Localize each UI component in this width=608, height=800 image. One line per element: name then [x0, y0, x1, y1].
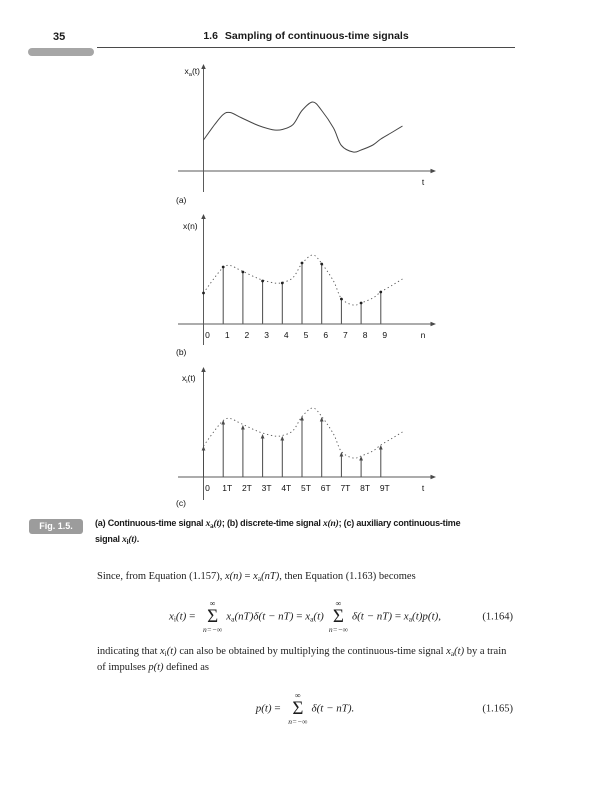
svg-text:2: 2	[244, 330, 250, 340]
svg-text:2T: 2T	[241, 483, 252, 493]
svg-text:0: 0	[205, 483, 210, 493]
svg-text:0: 0	[205, 330, 210, 340]
summation-symbol: ∞ Σ n=−∞	[288, 690, 308, 726]
plot-c-ylabel: $x_i(t)$	[182, 373, 196, 385]
equation-165-expression: p(t) = ∞ Σ n=−∞ δ(t − nT).	[255, 690, 355, 726]
svg-text:7: 7	[343, 330, 348, 340]
svg-text:6T: 6T	[320, 483, 331, 493]
margin-tab-bar	[28, 48, 94, 56]
equation-165-number: (1.165)	[482, 703, 513, 715]
svg-text:8: 8	[362, 330, 368, 340]
svg-text:6: 6	[323, 330, 329, 340]
svg-text:t: t	[421, 483, 425, 493]
svg-text:9T: 9T	[379, 483, 390, 493]
plot-b-subcaption: (b)	[176, 347, 187, 357]
running-head	[97, 30, 515, 42]
figure-plot-b	[178, 214, 436, 345]
equation-164-expression: xi(t) = ∞ Σ n=−∞ xa(nT)δ(t − nT) = xa(t) ∞ Σ n=−∞ δ(t − nT) = xa(t)p(t),	[168, 598, 442, 634]
summation-symbol: ∞ Σ n=−∞	[203, 598, 223, 634]
svg-text:1T: 1T	[222, 483, 233, 493]
figure-badge: Fig. 1.5.	[29, 519, 83, 534]
plot-c-subcaption: (c)	[176, 498, 186, 508]
svg-text:1: 1	[224, 330, 230, 340]
svg-text:9: 9	[382, 330, 388, 340]
svg-text:5: 5	[303, 330, 309, 340]
svg-text:3: 3	[264, 330, 269, 340]
figure-caption: (a) Continuous-time signal xa(t); (b) discrete-time signal x(n); (c) auxiliary continuous-time signal xi(t).	[95, 518, 461, 546]
paragraph-1: Since, from Equation (1.157), x(n) = xa(nT), then Equation (1.163) becomes	[97, 571, 416, 583]
svg-text:4T: 4T	[281, 483, 292, 493]
figure-plot-a	[178, 64, 436, 192]
svg-text:8T: 8T	[360, 483, 371, 493]
equation-164-number: (1.164)	[482, 611, 513, 623]
equation-165	[97, 688, 513, 730]
svg-text:t: t	[421, 177, 425, 187]
svg-text:3T: 3T	[261, 483, 272, 493]
plot-a-ylabel: $x_a(t)$	[184, 66, 200, 78]
summation-symbol: ∞ Σ n=−∞	[328, 598, 349, 634]
section-title: Sampling of continuous-time signals	[224, 30, 409, 42]
svg-text:7T: 7T	[340, 483, 351, 493]
page-number: 35	[53, 31, 66, 43]
svg-text:5T: 5T	[301, 483, 311, 493]
svg-text:4: 4	[283, 330, 289, 340]
header-rule	[97, 47, 515, 48]
section-number: 1.6	[203, 30, 218, 42]
svg-text:n: n	[420, 330, 426, 340]
plot-a-subcaption: (a)	[176, 195, 187, 205]
equation-164	[97, 592, 513, 642]
figure-plot-c	[178, 367, 436, 500]
paragraph-2: indicating that xi(t) can also be obtained by multiplying the continuous-time signal xa(t) by a train of impulses p(t) defined as	[97, 646, 507, 674]
plot-b-ylabel: x(n)	[183, 221, 198, 231]
